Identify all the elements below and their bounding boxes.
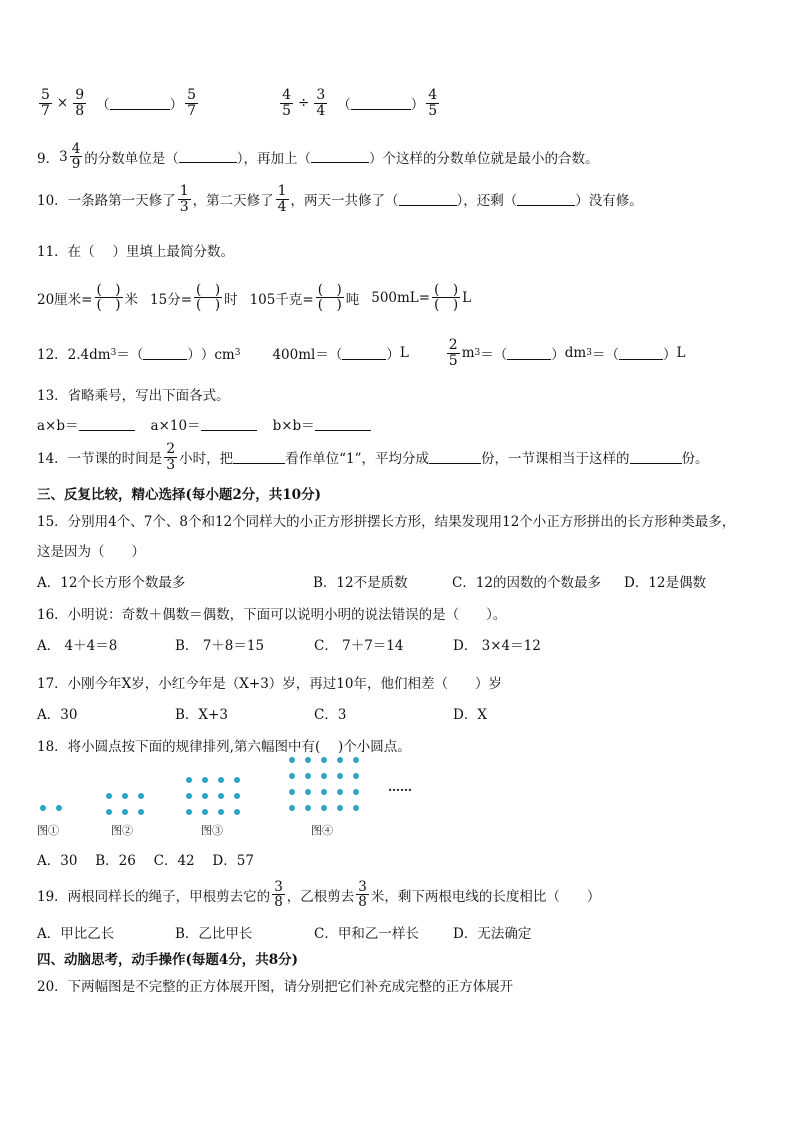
option-c[interactable]: C． 7＋7＝14 — [314, 638, 404, 654]
dot — [321, 789, 327, 795]
dot — [138, 809, 144, 815]
dot — [289, 773, 295, 779]
answer-blank[interactable] — [342, 347, 386, 360]
dot — [186, 809, 192, 815]
answer-blank[interactable] — [311, 150, 369, 163]
answer-blank[interactable] — [429, 451, 481, 464]
dot — [186, 777, 192, 783]
answer-blank[interactable] — [351, 97, 411, 110]
dot — [337, 805, 343, 811]
dot — [337, 789, 343, 795]
dot — [337, 757, 343, 763]
dot — [106, 809, 112, 815]
dot — [289, 789, 295, 795]
option-c[interactable]: C．甲和乙一样长 — [314, 926, 419, 942]
option-b[interactable]: B．X+3 — [175, 707, 228, 723]
question-17: 17．小刚今年X岁，小红今年是（X+3）岁，再过10年，他们相差（ ）岁 — [37, 676, 502, 692]
answer-blank[interactable] — [201, 418, 257, 431]
option-a[interactable]: A．30 — [37, 707, 78, 723]
question-14: 14．一节课的时间是 $\frac{2}{3}$ 小时，把 看作单位“1”，平均分成 份，一节课相当于这样的 份。 — [37, 441, 709, 473]
dot — [305, 789, 311, 795]
option-c[interactable]: C．12的因数的个数最多 — [452, 575, 602, 591]
question-15-cont: 这是因为（ ） — [37, 544, 145, 560]
dot — [353, 789, 359, 795]
answer-blank[interactable] — [79, 418, 135, 431]
question-13: 13．省略乘号，写出下面各式。 — [37, 388, 230, 404]
question-19: 19．两根同样长的绳子，甲根剪去它的 $\frac{3}{8}$ ，乙根剪去 $\frac{3}{8}$ 米，剩下两根电线的长度相比（ ） — [37, 879, 601, 911]
question-10: 10． 一条路第一天修了 $\frac{1}{3}$ ，第二天修了 $\frac{1}{4}$ ，两天一共修了（ ），还剩（ ）没有修。 — [37, 183, 643, 215]
dot — [305, 805, 311, 811]
answer-blank[interactable] — [619, 347, 663, 360]
fraction: $\frac{4}{5}$ — [428, 87, 438, 119]
mixed-number: 3 $\frac{4}{9}$ — [59, 141, 81, 173]
dot — [305, 757, 311, 763]
question-17-options — [37, 703, 487, 723]
dot — [289, 805, 295, 811]
fraction: $\frac{5}{7}$ — [187, 87, 197, 119]
answer-blank[interactable] — [507, 347, 551, 360]
dot — [40, 805, 46, 811]
dot — [234, 793, 240, 799]
ellipsis: …… — [388, 780, 412, 794]
dot — [218, 809, 224, 815]
question-9: 9． 3 $\frac{4}{9}$ 的分数单位是（ ），再加上（ ）个这样的分数单位就是最小的合数。 — [37, 141, 599, 173]
dot — [202, 793, 208, 799]
answer-blank[interactable] — [143, 347, 187, 360]
dot — [106, 793, 112, 799]
dot — [218, 793, 224, 799]
question-18-options[interactable]: A．30 B．26 C．42 D．57 — [37, 853, 254, 869]
question-19-options — [37, 922, 531, 942]
dot — [321, 757, 327, 763]
section-heading: 四、动脑思考，动手操作(每题4分，共8分) — [37, 952, 299, 968]
compare-line: $\frac{5}{7}$ × $\frac{9}{8}$ （ ） $\frac{5}{7}$ $\frac{4}{5}$ ÷ $\frac{3}{4}$ （ ） $\frac{4}{5}$ — [41, 87, 438, 119]
dot — [138, 793, 144, 799]
answer-blank[interactable] — [179, 150, 237, 163]
dot — [186, 793, 192, 799]
question-16: 16．小明说：奇数＋偶数＝偶数，下面可以说明小明的说法错误的是（ ）。 — [37, 607, 507, 623]
question-11-items: 20厘米= $\frac{( )}{( )}$ 米 15分= $\frac{( )}{( )}$ 时 105千克= $\frac{( )}{( )}$ 吨 500mL= $\frac{( )}{( )}$ L — [37, 282, 472, 314]
question-13-items: a×b＝ a×10＝ b×b＝ — [37, 414, 371, 434]
fraction: $\frac{5}{7}$ — [41, 87, 50, 119]
dot — [56, 805, 62, 811]
dot — [353, 805, 359, 811]
answer-blank[interactable] — [110, 97, 170, 110]
figure-label-4: 图④ — [311, 824, 333, 837]
answer-blank[interactable] — [233, 451, 285, 464]
question-15-options — [37, 571, 706, 591]
dot — [218, 777, 224, 783]
dot — [122, 793, 128, 799]
option-b[interactable]: B．乙比甲长 — [175, 926, 253, 942]
figure-label-1: 图① — [37, 824, 59, 837]
figure-label-3: 图③ — [201, 824, 223, 837]
option-d[interactable]: D． 3×4＝12 — [453, 638, 541, 654]
option-a[interactable]: A． 4＋4＝8 — [37, 638, 118, 654]
question-18: 18．将小圆点按下面的规律排列,第六幅图中有( )个小圆点。 — [37, 739, 411, 755]
option-d[interactable]: D．X — [453, 707, 487, 723]
dot — [337, 773, 343, 779]
figure-label-2: 图② — [111, 824, 133, 837]
option-b[interactable]: B．12不是质数 — [313, 575, 408, 591]
question-16-options — [37, 634, 541, 654]
question-20: 20．下两幅图是不完整的正方体展开图，请分别把它们补充成完整的正方体展开 — [37, 979, 514, 995]
question-15: 15．分别用4个、7个、8个和12个同样大的小正方形拼摆长方形，结果发现用12个小正方形拼出的长方形种类最多， — [37, 514, 736, 530]
question-12: 12．2.4dm 3 ＝（ ） ）cm 3 400ml＝（ ） L $\frac{2}{5}$ m 3 ＝（ ） dm 3 ＝（ ） L — [37, 337, 686, 369]
dot — [353, 757, 359, 763]
fraction: $\frac{9}{8}$ — [75, 87, 85, 119]
dot — [202, 777, 208, 783]
option-d[interactable]: D．无法确定 — [453, 926, 532, 942]
dot — [234, 777, 240, 783]
fraction: $\frac{4}{5}$ — [282, 87, 291, 119]
answer-blank[interactable] — [630, 451, 682, 464]
option-c[interactable]: C．3 — [314, 707, 347, 723]
option-d[interactable]: D．12是偶数 — [624, 575, 707, 591]
section-heading: 三、反复比较，精心选择(每小题2分，共10分) — [37, 487, 321, 503]
answer-blank[interactable] — [399, 193, 457, 206]
dot — [202, 809, 208, 815]
dot — [122, 809, 128, 815]
dot — [321, 773, 327, 779]
option-a[interactable]: A．甲比乙长 — [37, 926, 115, 942]
option-a[interactable]: A．12个长方形个数最多 — [37, 575, 186, 591]
answer-blank[interactable] — [315, 418, 371, 431]
fraction: $\frac{3}{4}$ — [316, 87, 326, 119]
dot — [234, 809, 240, 815]
answer-blank[interactable] — [517, 193, 575, 206]
dot — [353, 773, 359, 779]
dot — [321, 805, 327, 811]
option-b[interactable]: B． 7＋8＝15 — [175, 638, 265, 654]
dot — [305, 773, 311, 779]
dot — [289, 757, 295, 763]
question-11: 11．在（ ）里填上最简分数。 — [37, 244, 234, 260]
